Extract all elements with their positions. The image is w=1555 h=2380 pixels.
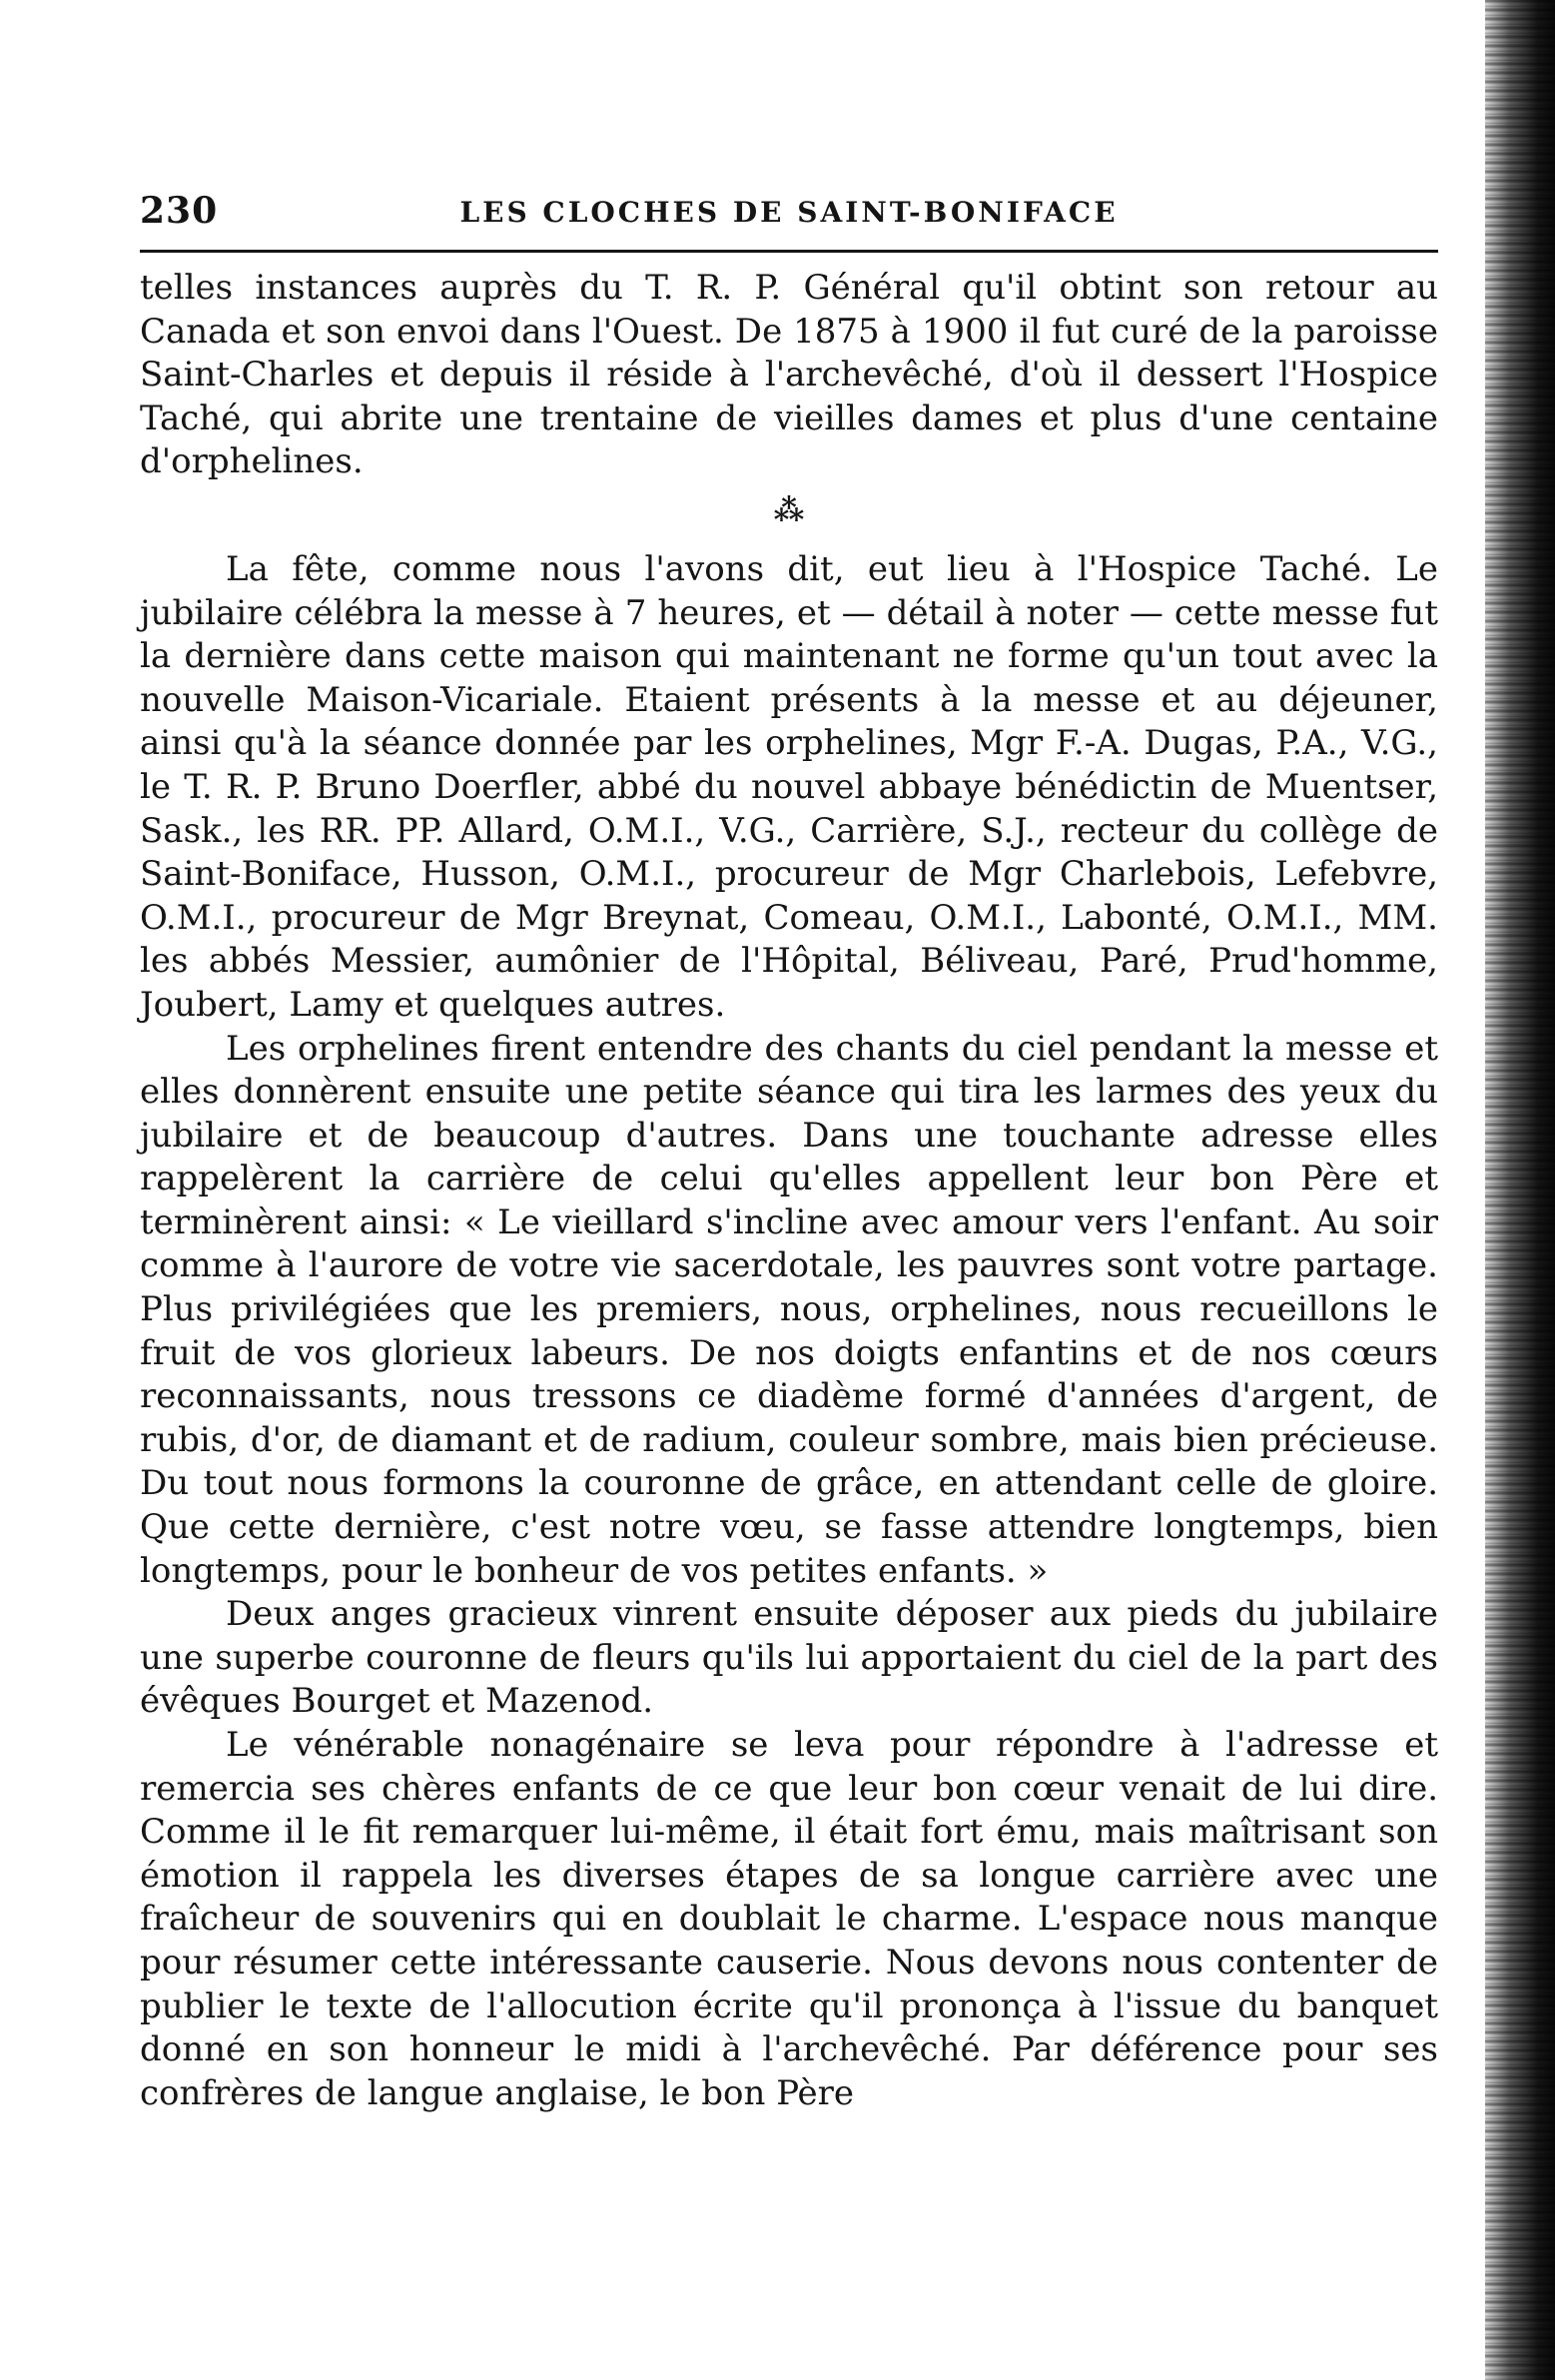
paragraph-1: telles instances auprès du T. R. P. Général qu'il obtint son retour au Canada et son envoi dans l'Ouest. De 1875 à 1900 il fut curé de la paroisse Saint-Charles et depuis il réside à l'archevêché, d'où il dessert l'Hospice Taché, qui abrite une trentaine de vieilles dames et plus d'une centaine d'orphelines.	[140, 268, 1438, 482]
running-title: LES CLOCHES DE SAINT-BONIFACE	[459, 196, 1119, 229]
book-page	[140, 190, 1438, 2115]
paragraph-4: Deux anges gracieux vinrent ensuite déposer aux pieds du jubilaire une superbe couronne de fleurs qu'ils lui apportaient du ciel de la part des évêques Bourget et Mazenod.	[140, 1594, 1438, 1722]
paragraph-5: Le vénérable nonagénaire se leva pour répondre à l'adresse et remercia ses chères enfants de ce que leur bon cœur venait de lui dire. Comme il le fit remarquer lui-même, il était fort ému, mais maîtrisant son émotion il rappela les diverses étapes de sa longue carrière avec une fraîcheur de souvenirs qui en doublait le charme. L'espace nous manque pour résumer cette intéressante causerie. Nous devons nous contenter de publier le texte de l'allocution écrite qu'il prononça à l'issue du banquet donné en son honneur le midi à l'archevêché. Par déférence pour ses confrères de langue anglaise, le bon Père	[140, 1725, 1438, 2113]
scan-edge-shadow	[1485, 0, 1555, 2380]
paragraph-2: La fête, comme nous l'avons dit, eut lieu à l'Hospice Taché. Le jubilaire célébra la messe à 7 heures, et — détail à noter — cette messe fut la dernière dans cette maison qui maintenant ne forme qu'un tout avec la nouvelle Maison-Vicariale. Etaient présents à la messe et au déjeuner, ainsi qu'à la séance donnée par les orphelines, Mgr F.-A. Dugas, P.A., V.G., le T. R. P. Bruno Doerfler, abbé du nouvel abbaye bénédictin de Muentser, Sask., les RR. PP. Allard, O.M.I., V.G., Carrière, S.J., recteur du collège de Saint-Boniface, Husson, O.M.I., procureur de Mgr Charlebois, Lefebvre, O.M.I., procureur de Mgr Breynat, Comeau, O.M.I., Labonté, O.M.I., MM. les abbés Messier, aumônier de l'Hôpital, Béliveau, Paré, Prud'homme, Joubert, Lamy et quelques autres.	[140, 548, 1438, 1025]
paragraph-3: Les orphelines firent entendre des chants du ciel pendant la messe et elles donnèrent ensuite une petite séance qui tira les larmes des yeux du jubilaire et de beaucoup d'autres. Dans une touchante adresse elles rappelèrent la carrière de celui qu'elles appellent leur bon Père et terminèrent ainsi: « Le vieillard s'incline avec amour vers l'enfant. Au soir comme à l'aurore de votre vie sacerdotale, les pauvres sont votre partage. Plus privilégiées que les premiers, nous, orphelines, nous recueillons le fruit de vos glorieux labeurs. De nos doigts enfantins et de nos cœurs reconnaissants, nous tressons ce diadème formé d'années d'argent, de rubis, d'or, de diamant et de radium, couleur sombre, mais bien précieuse. Du tout nous formons la couronne de grâce, en attendant celle de gloire. Que cette dernière, c'est notre vœu, se fasse attendre longtemps, bien longtemps, pour le bonheur de vos petites enfants. »	[140, 1028, 1438, 1591]
asterism-separator	[140, 484, 1438, 548]
header-rule	[140, 250, 1438, 253]
page-number: 230	[140, 190, 219, 232]
asterism-glyph: ⁂	[773, 492, 805, 528]
running-head	[140, 190, 1438, 246]
